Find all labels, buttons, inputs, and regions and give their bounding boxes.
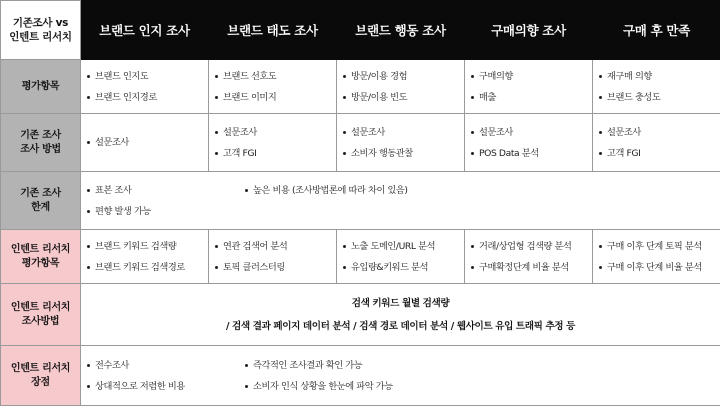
list-item: 높은 비용 (조사방법론에 따라 차이 있음) xyxy=(245,180,408,201)
column-header-purchase-intent: 구매의향 조사 xyxy=(465,1,593,60)
row-label-line2: 장점 xyxy=(3,376,78,390)
list-item: 소비자 행동관찰 xyxy=(343,143,464,164)
intent-methods-line1: 검색 키워드 월별 검색량 xyxy=(81,292,720,315)
list-item: 브랜드 충성도 xyxy=(599,87,720,108)
table-cell xyxy=(81,114,209,172)
table-cell xyxy=(465,230,593,284)
list-item: 브랜드 인지도 xyxy=(87,66,208,87)
table-cell xyxy=(593,114,720,172)
table-cell xyxy=(593,60,720,114)
row-methods xyxy=(1,114,720,172)
column-header-attitude: 브랜드 태도 조사 xyxy=(209,1,337,60)
row-label-line1: 인텐트 리서치 xyxy=(3,243,78,257)
corner-label-line1: 기존조사 vs xyxy=(1,16,80,30)
list-item: 고객 FGI xyxy=(215,143,336,164)
list-item: 전수조사 xyxy=(87,355,245,376)
merged-cell xyxy=(81,346,720,406)
row-label-intent-strengths xyxy=(1,346,81,406)
strengths-left-list xyxy=(87,355,245,397)
list-item: 노출 도메인/URL 분석 xyxy=(343,236,464,257)
table-cell xyxy=(209,230,337,284)
list-item: 브랜드 인지경로 xyxy=(87,87,208,108)
row-label-intent-eval xyxy=(1,230,81,284)
list-item: 재구매 의향 xyxy=(599,66,720,87)
list-item: 토픽 클러스터링 xyxy=(215,257,336,278)
list-item: 소비자 인식 상황을 한눈에 파악 가능 xyxy=(245,376,393,397)
table-cell xyxy=(337,114,465,172)
row-label-line2: 조사방법 xyxy=(3,315,78,329)
row-label-methods xyxy=(1,114,81,172)
table-cell xyxy=(209,114,337,172)
table-cell xyxy=(337,60,465,114)
list-item: 거래/상업형 검색량 분석 xyxy=(471,236,592,257)
row-limits xyxy=(1,172,720,230)
column-header-behavior: 브랜드 행동 조사 xyxy=(337,1,465,60)
list-item: 고객 FGI xyxy=(599,143,720,164)
list-item: 매출 xyxy=(471,87,592,108)
row-label-line2: 평가항목 xyxy=(3,257,78,271)
table-cell xyxy=(81,230,209,284)
list-item: 브랜드 키워드 검색경로 xyxy=(87,257,208,278)
strengths-right-list xyxy=(245,355,393,397)
list-item: 설문조사 xyxy=(87,132,208,153)
list-item: 설문조사 xyxy=(471,122,592,143)
row-label-eval-items: 평가항목 xyxy=(1,60,81,114)
list-item: 구매의향 xyxy=(471,66,592,87)
list-item: 구매확정단계 비율 분석 xyxy=(471,257,592,278)
list-item: 브랜드 선호도 xyxy=(215,66,336,87)
row-label-intent-methods xyxy=(1,284,81,346)
list-item: 상대적으로 저렴한 비용 xyxy=(87,376,245,397)
row-intent-methods xyxy=(1,284,720,346)
row-intent-eval xyxy=(1,230,720,284)
row-label-limits xyxy=(1,172,81,230)
table-cell xyxy=(465,114,593,172)
table-cell xyxy=(81,60,209,114)
limits-right-list xyxy=(245,180,408,222)
list-item: 방문/이용 빈도 xyxy=(343,87,464,108)
limits-left-list xyxy=(87,180,245,222)
list-item: 즉각적인 조사결과 확인 가능 xyxy=(245,355,393,376)
list-item: 브랜드 이미지 xyxy=(215,87,336,108)
list-item: 방문/이용 경험 xyxy=(343,66,464,87)
intent-methods-line2: / 검색 결과 페이지 데이터 분석 / 검색 경로 데이터 분석 / 웹사이트 유입 트래픽 추정 등 xyxy=(81,315,720,338)
row-label-line1: 인텐트 리서치 xyxy=(3,362,78,376)
list-item: 설문조사 xyxy=(343,122,464,143)
list-item: 유입량&키워드 분석 xyxy=(343,257,464,278)
list-item: 표본 조사 xyxy=(87,180,245,201)
column-header-awareness: 브랜드 인지 조사 xyxy=(81,1,209,60)
corner-label-line2: 인텐트 리서치 xyxy=(1,30,80,44)
list-item: 구매 이후 단계 토픽 분석 xyxy=(599,236,720,257)
list-item: POS Data 분석 xyxy=(471,143,592,164)
row-eval-items xyxy=(1,60,720,114)
row-label-line2: 한계 xyxy=(3,201,78,215)
corner-label xyxy=(1,1,81,60)
list-item: 설문조사 xyxy=(215,122,336,143)
row-label-line1: 인텐트 리서치 xyxy=(3,301,78,315)
merged-cell xyxy=(81,172,720,230)
table-cell xyxy=(337,230,465,284)
list-item: 설문조사 xyxy=(599,122,720,143)
list-item: 구매 이후 단계 비율 분석 xyxy=(599,257,720,278)
row-intent-strengths xyxy=(1,346,720,406)
row-label-line1: 기존 조사 xyxy=(3,187,78,201)
list-item: 브랜드 키워드 검색량 xyxy=(87,236,208,257)
list-item: 편향 발생 가능 xyxy=(87,201,245,222)
list-item: 연관 검색어 분석 xyxy=(215,236,336,257)
table-cell xyxy=(209,60,337,114)
table-cell xyxy=(465,60,593,114)
merged-cell xyxy=(81,284,720,346)
row-label-line2: 조사 방법 xyxy=(3,143,78,157)
header-row xyxy=(1,1,720,60)
table-cell xyxy=(593,230,720,284)
row-label-line1: 기존 조사 xyxy=(3,129,78,143)
column-header-satisfaction: 구매 후 만족 xyxy=(593,1,720,60)
